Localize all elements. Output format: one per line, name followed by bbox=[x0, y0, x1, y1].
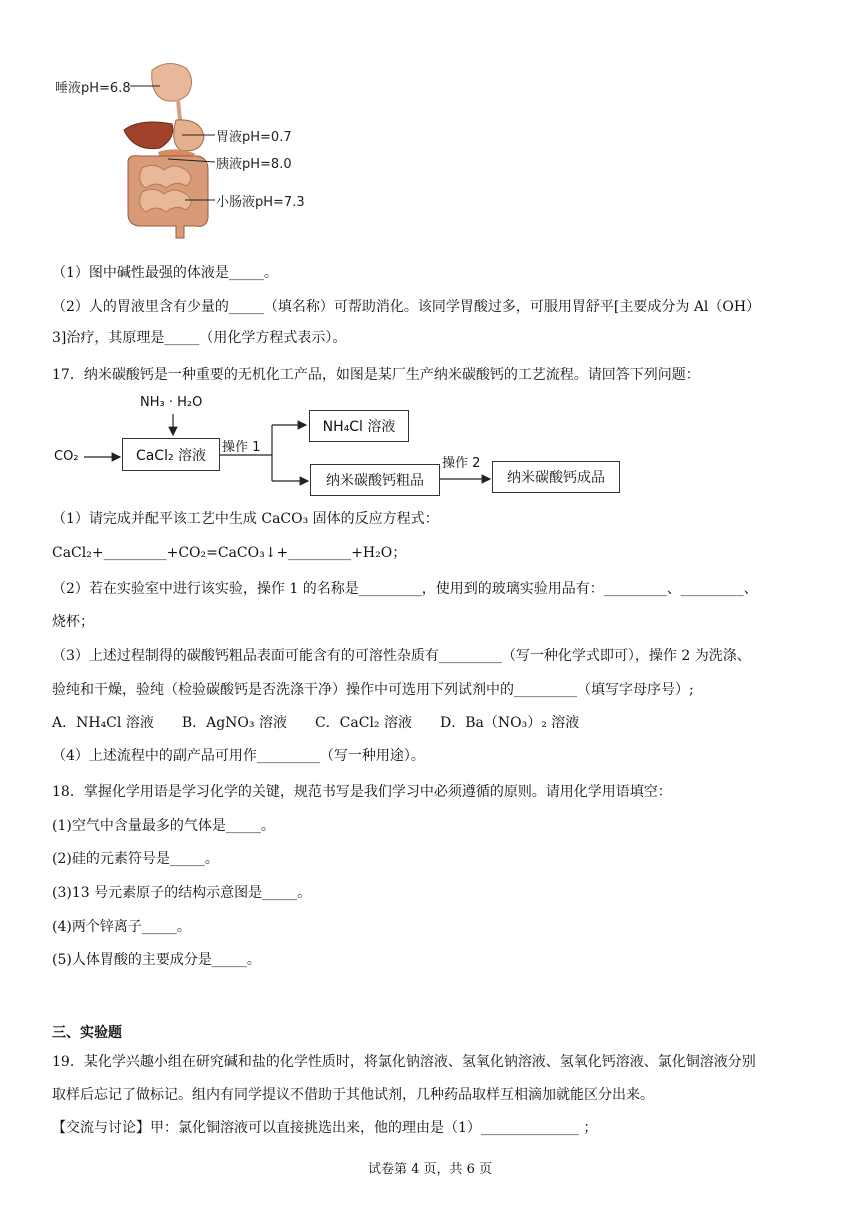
q17-equation: CaCl₂+_________+CO₂=CaCO₃↓+_________+H₂O； bbox=[52, 545, 407, 561]
q18-item-2: (2)硅的元素符号是_____。 bbox=[52, 851, 219, 867]
q17-part2-line1: （2）若在实验室中进行该实验，操作 1 的名称是_________，使用到的玻璃实验用品有：_________、_________、 bbox=[52, 581, 758, 597]
q16-part2-line1: （2）人的胃液里含有少量的_____（填名称）可帮助消化。该同学胃酸过多，可服用胃舒平[主要成分为 Al（OH） bbox=[52, 299, 761, 315]
q19-line2: 取样后忘记了做标记。组内有同学提议不借助于其他试剂，几种药品取样互相滴加就能区分出来。 bbox=[52, 1087, 654, 1103]
saliva-ph-label: 唾液pH=6.8 bbox=[55, 81, 131, 96]
section-title: 三、实验题 bbox=[52, 1025, 122, 1041]
q17-part2-line2: 烧杯； bbox=[52, 614, 94, 630]
operation2-label: 操作 2 bbox=[442, 456, 481, 471]
q17-options: A．NH₄Cl 溶液 B．AgNO₃ 溶液 C．CaCl₂ 溶液 D．Ba（NO₃）₂ 溶液 bbox=[52, 715, 580, 731]
cacl2-solution-box: CaCl₂ 溶液 bbox=[122, 438, 220, 471]
intestinal-juice-ph-label: 小肠液pH=7.3 bbox=[216, 195, 305, 210]
q18-item-1: (1)空气中含量最多的气体是_____。 bbox=[52, 818, 275, 834]
q19-line1: 19．某化学兴趣小组在研究碱和盐的化学性质时，将氯化钠溶液、氢氧化钠溶液、氢氧化钙溶液、氯化铜溶液分别 bbox=[52, 1054, 756, 1070]
page-footer: 试卷第 4 页，共 6 页 bbox=[367, 1162, 493, 1177]
q19-discussion: 【交流与讨论】甲：氯化铜溶液可以直接挑选出来，他的理由是（1）______________ ； bbox=[52, 1120, 598, 1136]
q17-part1: （1）请完成并配平该工艺中生成 CaCO₃ 固体的反应方程式： bbox=[52, 511, 439, 527]
pancreatic-juice-ph-label: 胰液pH=8.0 bbox=[216, 157, 292, 172]
q17-part4: （4）上述流程中的副产品可用作_________（写一种用途）。 bbox=[52, 748, 425, 764]
q16-part2-line2: 3]治疗，其原理是_____（用化学方程式表示）。 bbox=[52, 330, 347, 346]
q18-intro: 18．掌握化学用语是学习化学的关键，规范书写是我们学习中必须遵循的原则。请用化学用语填空： bbox=[52, 784, 672, 800]
crude-nano-caco3-box: 纳米碳酸钙粗品 bbox=[310, 464, 440, 496]
q17-part3-line1: （3）上述过程制得的碳酸钙粗品表面可能含有的可溶性杂质有_________（写一种化学式即可），操作 2 为洗涤、 bbox=[52, 648, 751, 664]
q17-part3-line2: 验纯和干燥，验纯（检验碳酸钙是否洗涤干净）操作中可选用下列试剂中的_________（填写字母序号）; bbox=[52, 682, 694, 698]
co2-input-label: CO₂ bbox=[54, 449, 79, 464]
operation1-label: 操作 1 bbox=[222, 440, 261, 455]
nh4cl-solution-box: NH₄Cl 溶液 bbox=[309, 410, 409, 442]
q18-item-3: (3)13 号元素原子的结构示意图是_____。 bbox=[52, 885, 312, 901]
finished-nano-caco3-box: 纳米碳酸钙成品 bbox=[492, 461, 620, 493]
q16-part1: （1）图中碱性最强的体液是_____。 bbox=[52, 265, 278, 281]
q18-item-5: (5)人体胃酸的主要成分是_____。 bbox=[52, 952, 261, 968]
ammonia-reagent-label: NH₃ · H₂O bbox=[140, 395, 203, 410]
label-pointer-lines bbox=[130, 80, 220, 210]
gastric-juice-ph-label: 胃液pH=0.7 bbox=[216, 130, 292, 145]
q18-item-4: (4)两个锌离子_____。 bbox=[52, 919, 191, 935]
q17-intro: 17．纳米碳酸钙是一种重要的无机化工产品，如图是某厂生产纳米碳酸钙的工艺流程。请回答下列问题： bbox=[52, 367, 700, 383]
